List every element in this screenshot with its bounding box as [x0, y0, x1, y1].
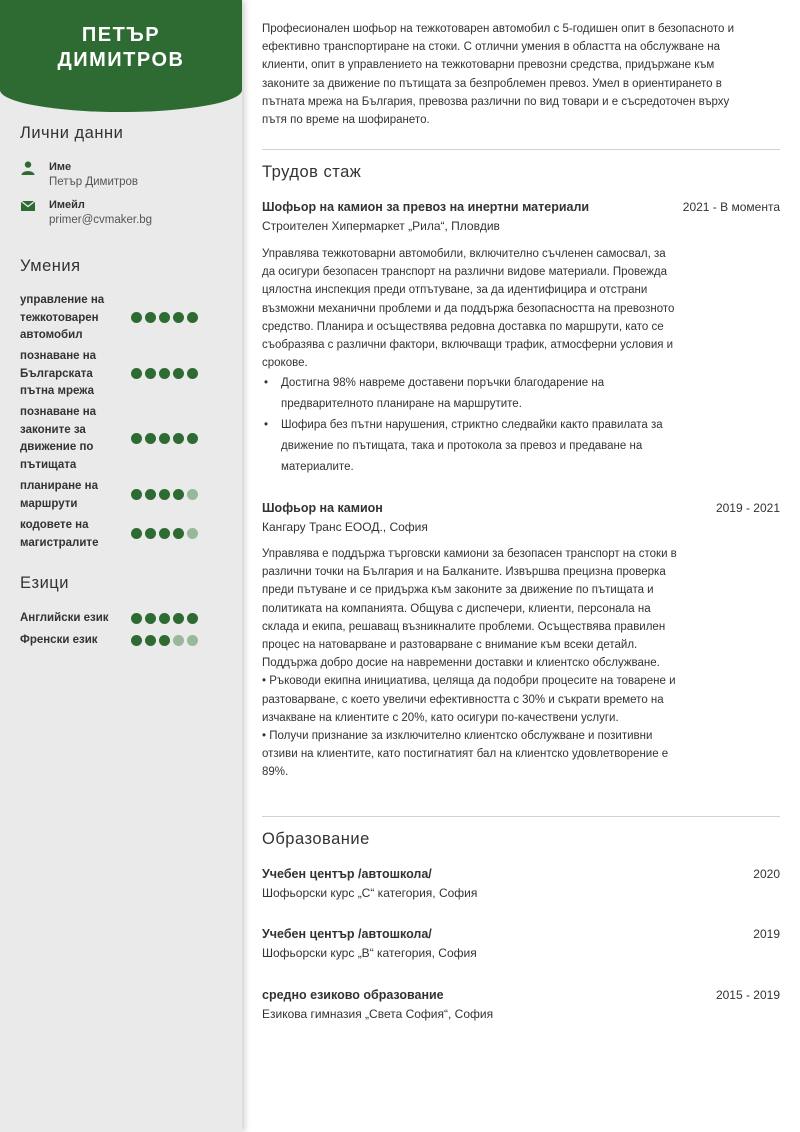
language-rating — [131, 613, 198, 624]
rating-dot-filled — [159, 635, 170, 646]
rating-dot-filled — [159, 433, 170, 444]
education-date: 2020 — [753, 867, 780, 881]
rating-dot-filled — [159, 528, 170, 539]
job-title: Шофьор на камион за превоз на инертни материали — [262, 200, 590, 214]
achievement-item: • Достигна 98% навреме доставени поръчки благодарение на предварителното планиране на маршрутите. — [262, 373, 677, 415]
rating-dot-filled — [131, 528, 142, 539]
email-label: Имейл — [49, 199, 85, 211]
education-date: 2019 — [753, 927, 780, 941]
person-icon — [20, 161, 36, 175]
rating-dot-filled — [173, 368, 184, 379]
contact-email — [20, 199, 230, 231]
job-achievements — [262, 373, 677, 478]
education-title: средно езиково образование — [262, 988, 444, 1002]
rating-dot-empty — [187, 489, 198, 500]
job-title: Шофьор на камион — [262, 501, 383, 515]
rating-dot-filled — [187, 312, 198, 323]
achievement-item: • Шофира без пътни нарушения, стриктно следвайки както правилата за движение по пътищата, така и протокола за превоз и предаване на материалите. — [262, 415, 677, 478]
skill-rating — [131, 368, 198, 379]
rating-dot-filled — [173, 489, 184, 500]
education-title: Учебен център /автошкола/ — [262, 867, 432, 881]
email-value[interactable]: primer@cvmaker.bg — [49, 214, 153, 226]
education-institution: Шофьорски курс „С“ категория, София — [262, 886, 478, 900]
skill-name: познаване на Българската пътна мрежа — [20, 350, 97, 397]
rating-dot-filled — [173, 613, 184, 624]
rating-dot-filled — [159, 613, 170, 624]
rating-dot-filled — [187, 433, 198, 444]
skill-rating — [131, 528, 198, 539]
job-employer: Строителен Хипермаркет „Рила“, Пловдив — [262, 219, 500, 233]
job-date: 2019 - 2021 — [715, 501, 780, 515]
rating-dot-filled — [145, 433, 156, 444]
rating-dot-filled — [131, 368, 142, 379]
rating-dot-filled — [173, 528, 184, 539]
rating-dot-filled — [173, 312, 184, 323]
language-name: Френски език — [20, 634, 98, 646]
contact-name — [20, 161, 230, 193]
rating-dot-filled — [173, 433, 184, 444]
education-institution: Езикова гимназия „Света София“, София — [262, 1007, 494, 1021]
rating-dot-filled — [145, 528, 156, 539]
education-institution: Шофьорски курс „В“ категория, София — [262, 946, 477, 960]
rating-dot-filled — [187, 368, 198, 379]
name-value: Петър Димитров — [49, 176, 139, 188]
education-title: Учебен център /автошкола/ — [262, 927, 432, 941]
rating-dot-empty — [187, 528, 198, 539]
skill-rating — [131, 433, 198, 444]
skill-name: кодовете на магистралите — [20, 519, 99, 549]
education-date: 2015 - 2019 — [715, 988, 780, 1002]
rating-dot-filled — [131, 635, 142, 646]
languages-heading: Езици — [20, 574, 69, 592]
rating-dot-filled — [131, 312, 142, 323]
divider — [262, 149, 780, 150]
skill-name: познаване на законите за движение по пътищата — [20, 406, 97, 471]
rating-dot-empty — [187, 635, 198, 646]
rating-dot-empty — [173, 635, 184, 646]
language-rating — [131, 635, 198, 646]
job-employer: Кангару Транс ЕООД., София — [262, 520, 428, 534]
rating-dot-filled — [145, 489, 156, 500]
rating-dot-filled — [131, 433, 142, 444]
last-name: ДИМИТРОВ — [57, 49, 185, 71]
rating-dot-filled — [159, 489, 170, 500]
rating-dot-filled — [145, 368, 156, 379]
personal-heading: Лични данни — [20, 124, 124, 142]
rating-dot-filled — [159, 368, 170, 379]
divider — [262, 816, 780, 817]
name-label: Име — [49, 161, 72, 173]
rating-dot-filled — [145, 635, 156, 646]
sidebar — [0, 0, 242, 1132]
experience-heading: Трудов стаж — [262, 163, 362, 181]
rating-dot-filled — [187, 613, 198, 624]
rating-dot-filled — [145, 312, 156, 323]
job-date: 2021 - В момента — [682, 200, 780, 214]
skill-name: планиране на маршрути — [20, 480, 98, 510]
rating-dot-filled — [131, 613, 142, 624]
skills-heading: Умения — [20, 257, 81, 275]
language-name: Английски език — [20, 612, 109, 624]
first-name: ПЕТЪР — [81, 24, 161, 46]
rating-dot-filled — [159, 312, 170, 323]
education-heading: Образование — [262, 830, 370, 848]
envelope-icon — [20, 199, 36, 213]
skill-rating — [131, 489, 198, 500]
job-description: Управлява е поддържа търговски камиони за безопасен транспорт на стоки в различни точки на България и на Балканите. Извършва прецизна проверка преди пътуване и се придържа към законите за движение по пътищата и политиката на компанията. Общува с диспечери, клиенти, персонала на склада и екипа, решаващ възникналите проблеми. Осъществява правилен процес на натоварване и разтоварване с внимание към всеки детайл. Поддържа добро досие на навременни доставки и клиентско обслужване. • Ръководи екипна инициатива, целяща да подобри процесите на товарене и разтоварване, с което увеличи ефективността с 30% и съкрати времето на изчакване на клиентите с 20%, като осигури по-качествени услуги. • Получи признание за изключително клиентско обслужване и позитивни отзиви на клиентите, като постигнатият бал на клиентско удовлетворение е 89%. — [262, 548, 677, 779]
skill-name: управление на тежкотоварен автомобил — [20, 294, 105, 341]
rating-dot-filled — [131, 489, 142, 500]
name-header — [0, 0, 242, 112]
profile-summary: Професионален шофьор на тежкотоварен автомобил с 5-годишен опит в безопасното и ефективно транспортиране на стоки. С отлични умения в областта на обслужване на клиенти, опит в управлението на тежкотоварни превозни средства, придържане към законите за движение по пътищата за безпроблемен превоз. Умел в ориентирането в пътната мрежа на България, превозва различни по вид товари и е съсредоточен върху пътя по време на шофирането. — [262, 23, 735, 127]
job-description: Управлява тежкотоварни автомобили, включително съчленен самосвал, за да осигури безопасен транспорт на различни видове материали. Провежда цялостна инспекция преди отпътуване, за да идентифицира и отстрани възможни механични проблеми и да поддържа безопасността на превозното средство. Планира и осъществява редовна доставка по маршрути, като се съобразява с различни фактори, включващи трафик, атмосферни условия и срокове. — [262, 248, 675, 370]
rating-dot-filled — [145, 613, 156, 624]
skill-rating — [131, 312, 198, 323]
